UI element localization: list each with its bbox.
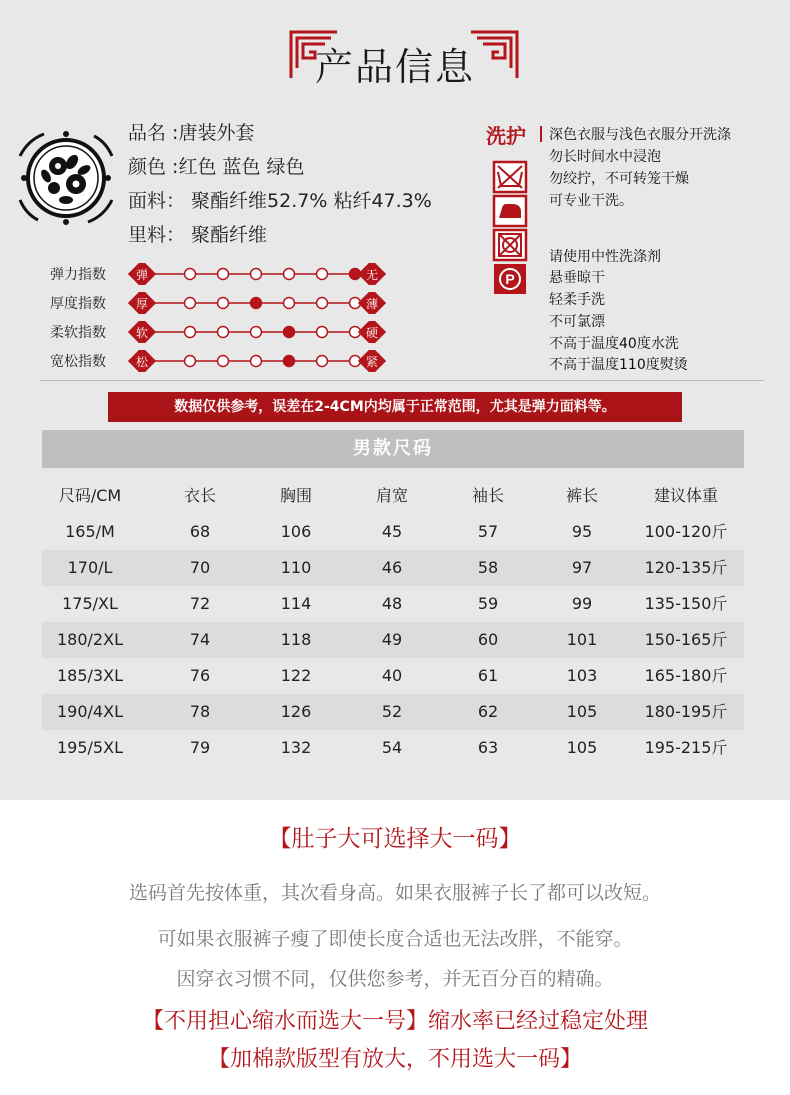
index-marker (185, 356, 196, 367)
cotton-note: 【加棉款版型有放大，不用选大一码】 (207, 1047, 582, 1072)
cell-shoulder: 49 (381, 630, 403, 649)
table-row (42, 730, 744, 766)
cell-shoulder: 54 (381, 738, 403, 757)
index-scale-elasticity (128, 263, 386, 285)
cell-weight: 120-135斤 (644, 558, 728, 577)
column-header: 袖长 (471, 486, 504, 505)
cell-chest: 122 (280, 666, 312, 685)
care-line: 不高于温度40度水洗 (549, 336, 679, 352)
cell-length: 79 (189, 738, 211, 757)
index-scale-softness (128, 321, 386, 343)
index-label-thickness: 厚度指数 (50, 296, 106, 312)
index-marker (317, 327, 328, 338)
table-header-row (42, 478, 744, 514)
index-label-elasticity: 弹力指数 (50, 267, 106, 283)
cell-size: 175/XL (62, 594, 118, 613)
cell-size: 195/5XL (57, 738, 123, 757)
index-marker (284, 298, 295, 309)
svg-text:P: P (505, 271, 515, 287)
index-marker (317, 356, 328, 367)
column-header: 尺码/CM (58, 486, 122, 505)
index-marker-filled (251, 298, 262, 309)
cell-chest: 126 (280, 702, 312, 721)
index-end-badge-right (358, 350, 386, 372)
size-table-title: 男款尺码 (42, 430, 744, 468)
svg-text:软: 软 (135, 326, 149, 340)
notice-banner: 数据仅供参考，误差在2-4CM内均属于正常范围，尤其是弹力面料等。 (108, 392, 682, 422)
column-header: 裤长 (565, 486, 598, 505)
cell-shoulder: 46 (381, 558, 403, 577)
cell-weight: 150-165斤 (644, 630, 728, 649)
cell-length: 74 (189, 630, 211, 649)
column-header: 建议体重 (653, 486, 718, 505)
index-end-badge-left (128, 321, 156, 343)
care-divider (540, 126, 542, 142)
svg-text:无: 无 (365, 268, 379, 282)
tips-heading: 【肚子大可选择大一码】 (268, 826, 522, 852)
cell-pants: 97 (571, 558, 593, 577)
index-marker (185, 269, 196, 280)
care-line: 勿长时间水中浸泡 (549, 149, 661, 165)
index-marker-filled (284, 356, 295, 367)
cell-shoulder: 48 (381, 594, 403, 613)
cell-chest: 110 (280, 558, 312, 577)
product-color: 颜色 :红色 蓝色 绿色 (128, 156, 305, 178)
index-marker (185, 298, 196, 309)
shrink-note: 【不用担心缩水而选大一号】缩水率已经过稳定处理 (141, 1009, 648, 1034)
tips-line: 因穿衣习惯不同，仅供您参考，并无百分百的精确。 (176, 968, 614, 990)
svg-text:松: 松 (135, 355, 149, 369)
cell-sleeve: 59 (477, 594, 499, 613)
cell-shoulder: 40 (381, 666, 403, 685)
product-fabric: 面料： 聚酯纤维52.7% 粘纤47.3% (128, 190, 432, 212)
cell-weight: 195-215斤 (644, 738, 728, 757)
cell-size: 185/3XL (57, 666, 123, 685)
cell-weight: 180-195斤 (644, 702, 728, 721)
table-row (42, 658, 744, 694)
cell-chest: 114 (280, 594, 312, 613)
cell-length: 70 (189, 558, 211, 577)
index-marker (284, 269, 295, 280)
cell-sleeve: 63 (477, 738, 499, 757)
index-scale-looseness (128, 350, 386, 372)
no-tumble-dry-icon (494, 230, 526, 260)
cell-sleeve: 60 (477, 630, 499, 649)
cell-shoulder: 45 (381, 522, 403, 541)
cell-sleeve: 58 (477, 558, 499, 577)
care-title: 洗护 (486, 124, 526, 148)
care-symbols (492, 160, 528, 294)
table-row (42, 622, 744, 658)
svg-text:厚: 厚 (135, 297, 149, 311)
index-marker (218, 327, 229, 338)
cell-length: 68 (189, 522, 211, 541)
cell-pants: 105 (566, 702, 598, 721)
page-title: 产品信息 (314, 45, 475, 89)
section-divider (40, 380, 764, 381)
care-line: 不可氯漂 (549, 314, 605, 330)
cell-chest: 132 (280, 738, 312, 757)
column-header: 衣长 (183, 486, 216, 505)
table-row (42, 586, 744, 622)
index-marker (185, 327, 196, 338)
index-end-badge-right (358, 292, 386, 314)
care-line: 勿绞拧，不可转笼干燥 (549, 171, 689, 187)
index-marker-filled (284, 327, 295, 338)
index-end-badge-left (128, 263, 156, 285)
svg-text:硬: 硬 (365, 326, 379, 340)
cell-length: 78 (189, 702, 211, 721)
cell-chest: 118 (280, 630, 312, 649)
index-marker (218, 298, 229, 309)
svg-text:薄: 薄 (365, 297, 379, 311)
floral-emblem-icon (14, 126, 118, 230)
no-wash-icon (494, 162, 526, 192)
index-label-softness: 柔软指数 (50, 325, 106, 341)
cell-pants: 103 (566, 666, 598, 685)
care-line: 轻柔手洗 (549, 292, 605, 308)
table-row (42, 550, 744, 586)
index-marker (251, 327, 262, 338)
cell-length: 72 (189, 594, 211, 613)
care-line: 不高于温度110度熨烫 (549, 357, 688, 373)
cell-weight: 165-180斤 (644, 666, 728, 685)
product-name: 品名 :唐装外套 (128, 122, 255, 144)
iron-icon (494, 196, 526, 226)
cell-chest: 106 (280, 522, 312, 541)
care-line: 悬垂晾干 (549, 270, 605, 286)
cell-size: 165/M (65, 522, 115, 541)
cell-pants: 101 (566, 630, 598, 649)
cell-pants: 95 (571, 522, 593, 541)
index-end-badge-right (358, 321, 386, 343)
cell-size: 190/4XL (57, 702, 123, 721)
index-marker (218, 356, 229, 367)
cell-pants: 99 (571, 594, 593, 613)
cell-length: 76 (189, 666, 211, 685)
svg-text:弹: 弹 (135, 268, 149, 282)
tips-line: 选码首先按体重，其次看身高。如果衣服裤子长了都可以改短。 (128, 882, 661, 904)
cell-weight: 135-150斤 (644, 594, 728, 613)
care-line: 请使用中性洗涤剂 (549, 249, 661, 265)
cell-shoulder: 52 (381, 702, 403, 721)
index-marker (251, 356, 262, 367)
index-marker (251, 269, 262, 280)
product-lining: 里料： 聚酯纤维 (128, 224, 268, 246)
care-line: 深色衣服与浅色衣服分开洗涤 (549, 127, 731, 143)
table-row (42, 514, 744, 550)
index-end-badge-left (128, 292, 156, 314)
care-line: 可专业干洗。 (549, 193, 633, 209)
index-label-looseness: 宽松指数 (50, 354, 106, 370)
index-end-badge-right (358, 263, 386, 285)
cell-sleeve: 61 (477, 666, 499, 685)
index-marker (317, 298, 328, 309)
index-marker (218, 269, 229, 280)
column-header: 肩宽 (375, 486, 408, 505)
title-block (0, 28, 790, 88)
cell-pants: 105 (566, 738, 598, 757)
index-scale-thickness (128, 292, 386, 314)
cell-sleeve: 57 (477, 522, 499, 541)
tips-line: 可如果衣服裤子瘦了即使长度合适也无法改胖，不能穿。 (157, 928, 633, 950)
index-marker (317, 269, 328, 280)
dry-clean-p-icon (494, 264, 526, 294)
cell-size: 170/L (67, 558, 113, 577)
svg-text:紧: 紧 (365, 355, 379, 369)
cell-size: 180/2XL (57, 630, 123, 649)
cell-sleeve: 62 (477, 702, 499, 721)
column-header: 胸围 (279, 486, 312, 505)
index-end-badge-left (128, 350, 156, 372)
fret-corner-icon (469, 28, 521, 80)
cell-weight: 100-120斤 (644, 522, 728, 541)
table-row (42, 694, 744, 730)
